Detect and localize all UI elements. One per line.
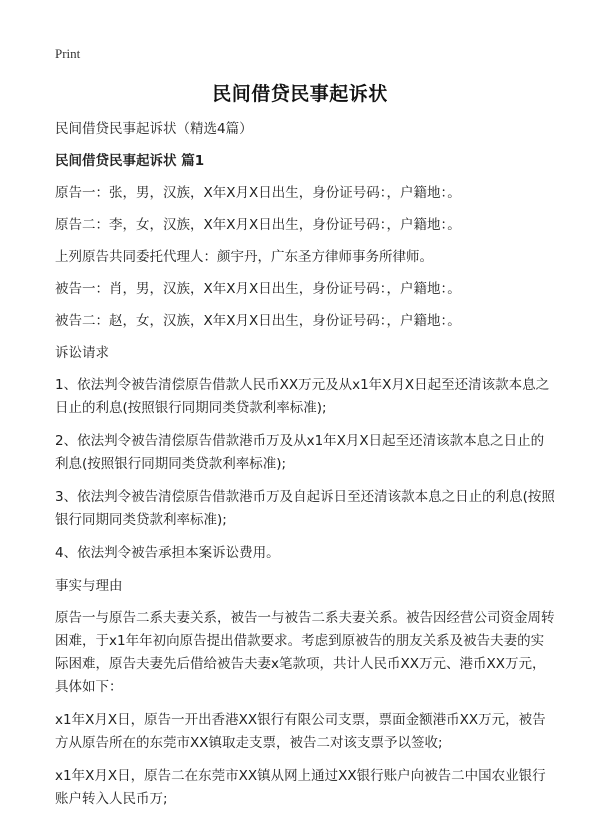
claim-item: 3、依法判令被告清偿原告借款港币万及自起诉日至还清该款本息之日止的利息(按照银行同期同类贷款利率标准); — [55, 489, 555, 528]
claims-label: 诉讼请求 — [55, 345, 109, 361]
page-title: 民间借贷民事起诉状 — [212, 83, 388, 105]
print-link[interactable]: Print — [55, 46, 81, 61]
plaintiff-one: 原告一：张，男，汉族，X年X月X日出生，身份证号码：，户籍地：。 — [55, 185, 461, 201]
plaintiff-two: 原告二：李，女，汉族，X年X月X日出生，身份证号码：，户籍地：。 — [55, 217, 461, 233]
defendant-two: 被告二：赵，女，汉族，X年X月X日出生，身份证号码：，户籍地：。 — [55, 313, 461, 329]
fact-paragraph: x1年X月X日，原告二在东莞市XX镇从网上通过XX银行账户向被告二中国农业银行账户转入人民币万; — [55, 768, 546, 807]
fact-paragraph: x1年X月X日，原告一开出香港XX银行有限公司支票，票面金额港币XX万元，被告方从原告所在的东莞市XX镇取走支票，被告二对该支票予以签收; — [55, 712, 546, 751]
document-subtitle: 民间借贷民事起诉状（精选4篇） — [55, 121, 253, 137]
fact-paragraph: 原告一与原告二系夫妻关系，被告一与被告二系夫妻关系。被告因经营公司资金周转困难，于x1年年初向原告提出借款要求。考虑到原被告的朋友关系及被告夫妻的实际困难，原告夫妻先后借给被告夫妻x笔款项，共计人民币XX万元、港币XX万元，具体如下： — [55, 610, 555, 695]
facts-label: 事实与理由 — [55, 578, 123, 594]
defendant-one: 被告一：肖，男，汉族，X年X月X日出生，身份证号码：，户籍地：。 — [55, 281, 461, 297]
claim-item: 2、依法判令被告清偿原告借款港币万及从x1年X月X日起至还清该款本息之日止的利息(按照银行同期同类贷款利率标准); — [55, 433, 545, 472]
document-body — [55, 118, 555, 821]
claim-item: 4、依法判令被告承担本案诉讼费用。 — [55, 545, 280, 561]
claim-item: 1、依法判令被告清偿原告借款人民币XX万元及从x1年X月X日起至还清该款本息之日止的利息(按照银行同期同类贷款利率标准); — [55, 377, 550, 416]
section-heading: 民间借贷民事起诉状 篇1 — [55, 153, 205, 169]
agent-line: 上列原告共同委托代理人：颜宇丹，广东圣方律师事务所律师。 — [55, 249, 433, 265]
